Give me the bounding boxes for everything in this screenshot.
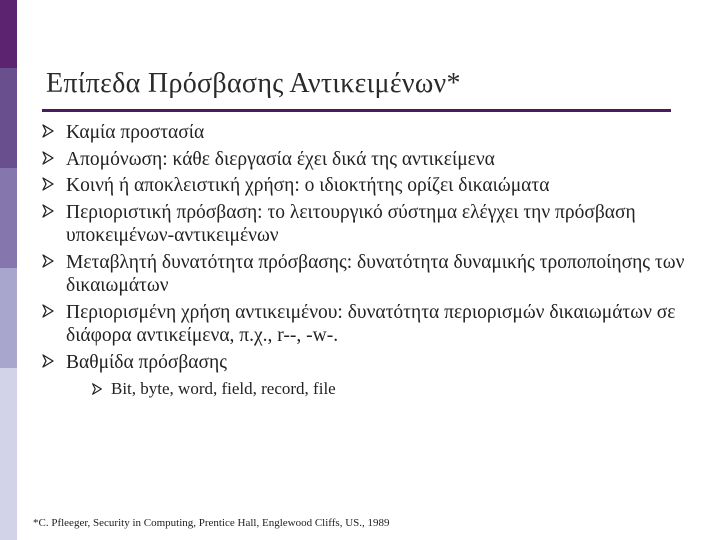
- bullet-item: [46, 251, 686, 298]
- arrow-bullet-icon: [40, 176, 56, 192]
- bullet-item: [46, 174, 686, 198]
- bullet-item: [46, 201, 686, 248]
- arrow-bullet-icon: [40, 303, 56, 319]
- arrow-bullet-icon: [90, 382, 104, 396]
- arrow-bullet-icon: [40, 253, 56, 269]
- sub-bullet-text: Bit, byte, word, field, record, file: [111, 379, 336, 398]
- bullet-list: [46, 121, 686, 403]
- arrow-bullet-icon: [40, 123, 56, 139]
- sidebar-decoration-bar: [0, 168, 17, 268]
- sub-bullet-list: [66, 378, 686, 400]
- footnote-citation: *C. Pfleeger, Security in Computing, Prentice Hall, Englewood Cliffs, US., 1989: [33, 517, 390, 529]
- bullet-text: Κοινή ή αποκλειστική χρήση: ο ιδιοκτήτης ορίζει δικαιώματα: [66, 175, 550, 196]
- bullet-text: Καμία προστασία: [66, 122, 205, 143]
- arrow-bullet-icon: [40, 353, 56, 369]
- sub-bullet-item: [78, 378, 686, 400]
- bullet-item: [46, 351, 686, 401]
- arrow-bullet-icon: [40, 150, 56, 166]
- sidebar-decoration-bar: [0, 268, 17, 368]
- arrow-bullet-icon: [40, 203, 56, 219]
- bullet-text: Απομόνωση: κάθε διεργασία έχει δικά της αντικείμενα: [66, 148, 495, 170]
- bullet-item: [46, 121, 686, 145]
- sidebar-decoration-bar: [0, 68, 17, 168]
- bullet-item: [46, 148, 686, 172]
- bullet-item: [46, 301, 686, 348]
- sidebar-decoration-bar: [0, 368, 17, 540]
- bullet-text: Περιοριστική πρόσβαση: το λειτουργικό σύστημα ελέγχει την πρόσβαση υποκειμένων-αντικειμένων: [66, 201, 636, 246]
- sidebar-decoration-bar: [0, 0, 17, 68]
- slide-title: Επίπεδα Πρόσβασης Αντικειμένων*: [46, 68, 461, 99]
- bullet-text: Βαθμίδα πρόσβασης: [66, 351, 227, 373]
- title-underline: [42, 109, 671, 112]
- bullet-text: Μεταβλητή δυνατότητα πρόσβασης: δυνατότητα δυναμικής τροποποίησης των δικαιωμάτων: [66, 251, 685, 296]
- bullet-text: Περιορισμένη χρήση αντικειμένου: δυνατότητα περιορισμών δικαιωμάτων σε διάφορα αντικείμενα, π.χ., r--, -w-.: [66, 301, 676, 346]
